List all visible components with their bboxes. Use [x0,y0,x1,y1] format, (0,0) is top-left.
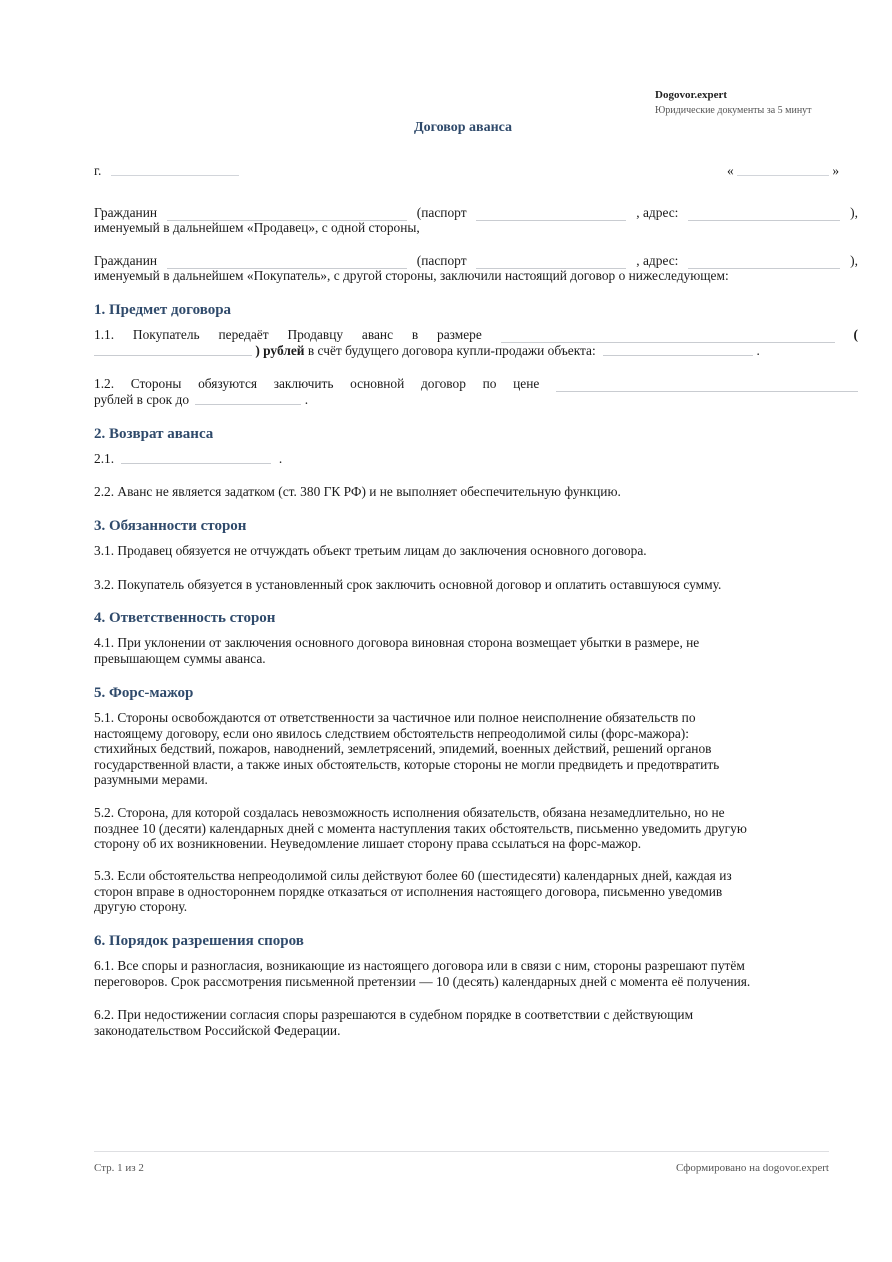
clause-5-3-line1: 5.3. Если обстоятельства непреодолимой силы действуют более 60 (шестидесяти) календарных дней, каждая из [94,868,732,883]
clause-word: передаёт [218,327,269,342]
clause-word: в [411,327,419,342]
brand-name: Dogovor.expert [655,89,727,101]
clause-word: Покупатель [132,327,200,342]
clause-6-1-line2: переговоров. Срок рассмотрения письменной претензии — 10 (десять) календарных дней с момента её получения. [94,973,751,989]
city-line [94,163,239,179]
buyer-description: именуемый в дальнейшем «Покупатель», с другой стороны, заключили настоящий договор о нижеследующем: [94,268,729,283]
main-contract-price-field[interactable] [556,380,858,392]
clause-word: договор [420,376,466,391]
seller-address-label: , адрес: [636,205,679,220]
section-5-heading: 5. Форс-мажор [94,685,194,701]
clause-word: цене [513,376,540,391]
clause-5-1-line1: 5.1. Стороны освобождаются от ответственности за частичное или полное неисполнение обязательств по [94,710,696,725]
seller-address-field[interactable] [688,209,840,221]
section-4-heading: 4. Ответственность сторон [94,610,276,626]
clause-word: Стороны [130,376,182,391]
clause-2-1-number: 2.1. [94,451,115,466]
clause-1-2-line1 [94,376,858,392]
section-3-heading: 3. Обязанности сторон [94,518,247,534]
clause-word: основной [350,376,405,391]
date-line [727,163,839,179]
clause-word: размере [437,327,482,342]
open-paren: ( [853,327,858,342]
page-counter: Стр. 1 из 2 [94,1162,144,1174]
city-prefix: г. [94,163,102,178]
clause-1-2-line2-text: рублей в срок до [94,392,190,407]
buyer-passport-label: (паспорт [416,253,467,268]
seller-citizen-label: Гражданин [94,205,158,220]
buyer-address-label: , адрес: [636,253,679,268]
clause-word: 1.2. [94,376,115,391]
buyer-line [94,253,858,269]
seller-line [94,205,858,221]
document-title: Договор аванса [413,120,513,135]
clause-2-2: 2.2. Аванс не является задатком (ст. 380 ГК РФ) и не выполняет обеспечительную функцию. [94,484,621,499]
clause-5-1-line4: государственной власти, а также иных обстоятельств, которые стороны не могли предвидеть и предотвратить [94,756,720,772]
clause-1-1-end: . [756,343,760,358]
clause-2-1-end: . [278,451,283,466]
buyer-close: ), [850,253,858,268]
refund-terms-field[interactable] [121,452,271,464]
deadline-field[interactable] [195,393,301,405]
advance-amount-field[interactable] [501,331,835,343]
clause-1-2-end: . [304,392,309,407]
clause-6-2-line2: законодательством Российской Федерации. [94,1022,341,1038]
brand-tagline: Юридические документы за 5 минут [655,105,812,116]
clause-6-2-line1: 6.2. При недостижении согласия споры разрешаются в судебном порядке в соответствии с действующим [94,1007,694,1022]
date-field[interactable] [737,164,829,176]
generated-note: Сформировано на dogovor.expert [675,1162,829,1174]
clause-4-1-line1: 4.1. При уклонении от заключения основного договора виновная сторона возмещает убытки в размере, не [94,635,700,650]
clause-word: заключить [273,376,334,391]
clause-5-2-line1: 5.2. Сторона, для которой создалась невозможность исполнения обязательств, обязана незамедлительно, но не [94,805,725,820]
seller-description: именуемый в дальнейшем «Продавец», с одной стороны, [94,220,420,235]
clause-6-1-line1: 6.1. Все споры и разногласия, возникающие из настоящего договора или в связи с ним, стороны разрешают путём [94,958,745,973]
clause-1-1-line2 [94,343,760,359]
object-field[interactable] [603,344,753,356]
clause-2-1 [94,451,282,467]
clause-3-1: 3.1. Продавец обязуется не отчуждать объект третьим лицам до заключения основного договора. [94,543,647,558]
clause-5-2-line2: позднее 10 (десяти) календарных дней с момента наступления таких обстоятельств, письменно уведомить другую [94,820,747,836]
advance-amount-words-field[interactable] [94,344,252,356]
clause-word: обязуются [198,376,258,391]
seller-close: ), [850,205,858,220]
clause-3-2: 3.2. Покупатель обязуется в установленный срок заключить основной договор и оплатить оставшуюся сумму. [94,577,722,592]
clause-word: Продавцу [287,327,344,342]
section-1-heading: 1. Предмет договора [94,302,232,318]
clause-1-2-line2 [94,392,308,408]
clause-5-3-line3: другую сторону. [94,899,188,914]
clause-word: аванс [361,327,394,342]
buyer-citizen-label: Гражданин [94,253,158,268]
date-open-quote: « [727,163,734,178]
date-close-quote: » [832,163,840,178]
brand-block [655,88,855,118]
city-field[interactable] [111,164,239,176]
seller-passport-label: (паспорт [416,205,467,220]
clause-1-1-rest: в счёт будущего договора купли-продажи объекта: [307,343,596,358]
clause-5-3-line2: сторон вправе в одностороннем порядке отказаться от исполнения настоящего договора, письменно уведомив [94,883,723,899]
clause-5-2-line3: сторону об их возникновении. Неуведомление лишает сторону права ссылаться на форс-мажор. [94,836,642,851]
clause-word: 1.1. [94,327,115,342]
clause-5-1-line3: стихийных бедствий, пожаров, наводнений, землетрясений, эпидемий, военных действий, решений органов [94,741,712,756]
clause-1-1-line1 [94,327,858,343]
clause-5-1-line5: разумными мерами. [94,772,208,787]
section-2-heading: 2. Возврат аванса [94,426,214,442]
seller-passport-field[interactable] [476,209,626,221]
footer-divider [94,1151,829,1152]
clause-word: по [482,376,497,391]
rubles-label: ) рублей [255,343,305,358]
clause-5-1-line2: настоящему договору, если оно явилось следствием обстоятельств непреодолимой силы (форс-мажора): [94,725,689,741]
clause-4-1-line2: превышающем суммы аванса. [94,651,266,666]
section-6-heading: 6. Порядок разрешения споров [94,933,304,949]
